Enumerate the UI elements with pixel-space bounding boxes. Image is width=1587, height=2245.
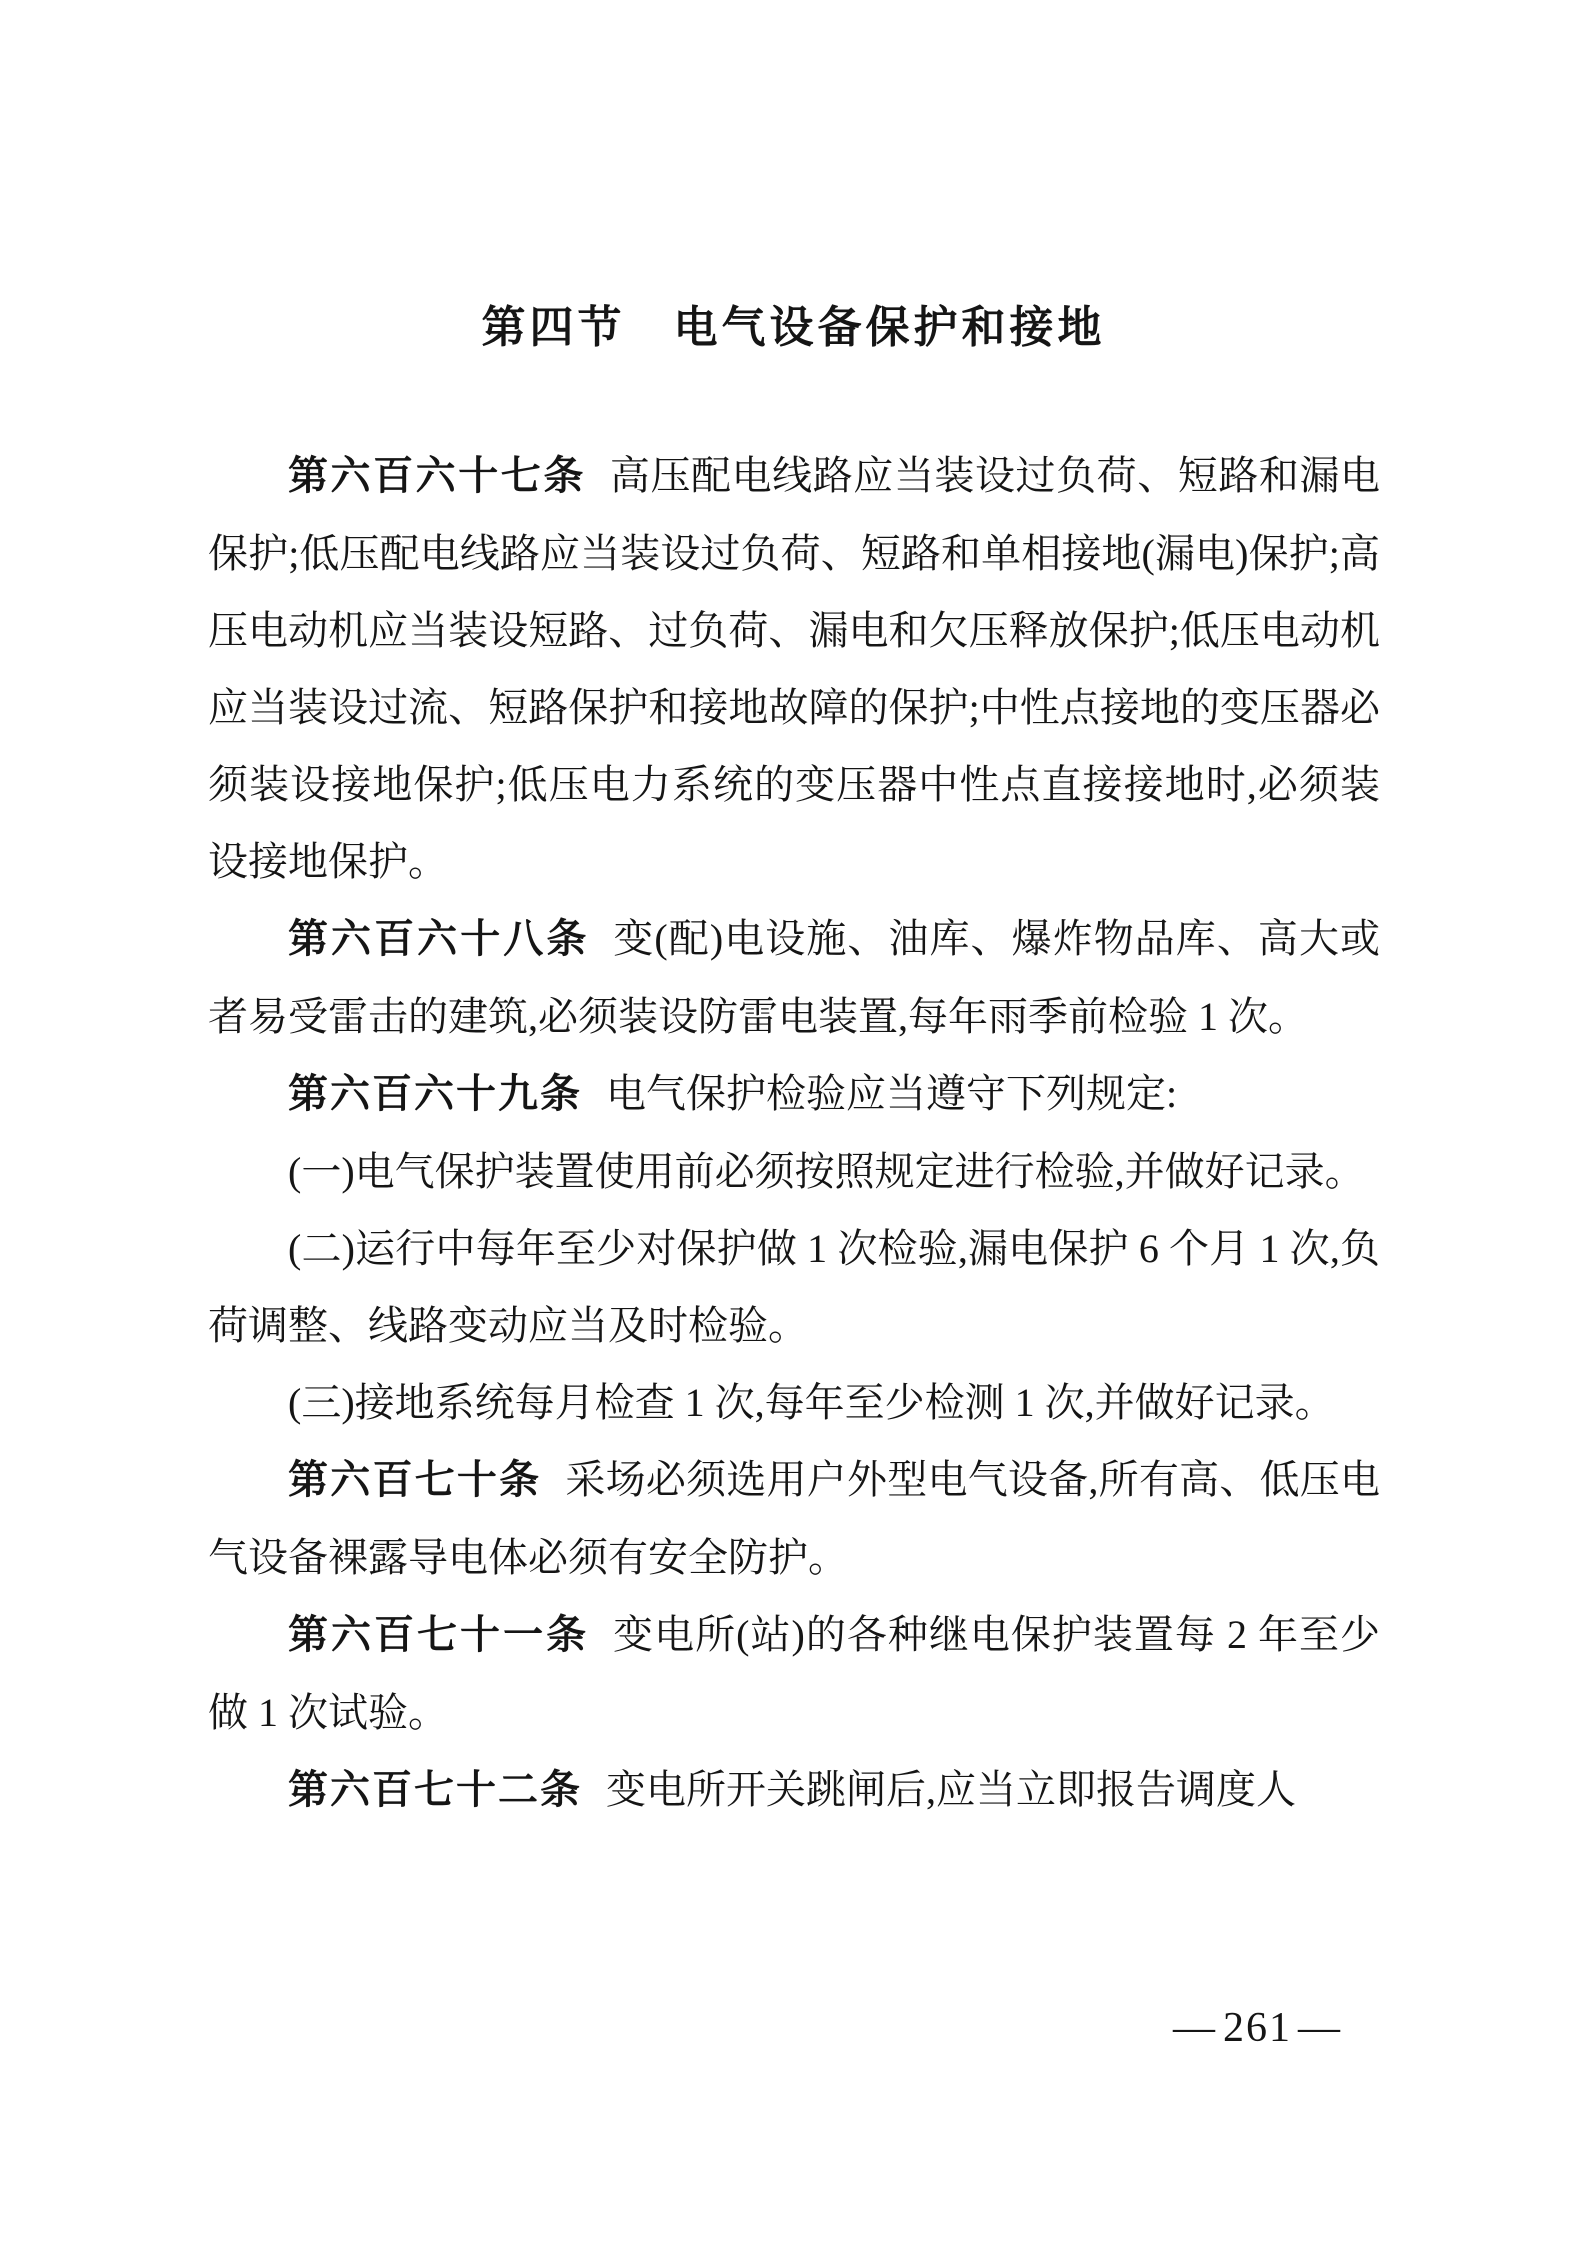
article-667-number: 第六百六十七条 xyxy=(288,454,586,498)
article-668-text: 变(配)电设施、油库、爆炸物品库、高大或者易受雷击的建筑,必须装设防雷电装置,每年雨季前检验 1 次。 xyxy=(208,916,1381,1039)
document-body xyxy=(208,437,1380,1829)
article-671-paragraph xyxy=(208,1596,1380,1751)
article-669-item-3-text: (三)接地系统每月检查 1 次,每年至少检测 1 次,并做好记录。 xyxy=(288,1380,1335,1425)
article-669-item-1-text: (一)电气保护装置使用前必须按照规定进行检验,并做好记录。 xyxy=(288,1149,1365,1194)
article-669-item-1 xyxy=(208,1133,1380,1210)
article-667-paragraph xyxy=(208,437,1380,900)
article-667-text: 高压配电线路应当装设过负荷、短路和漏电保护;低压配电线路应当装设过负荷、短路和单相接地(漏电)保护;高压电动机应当装设短路、过负荷、漏电和欠压释放保护;低压电动机应当装设过流、短路保护和接地故障的保护;中性点接地的变压器必须装设接地保护;低压电力系统的变压器中性点直接接地时,必须装设接地保护。 xyxy=(208,453,1381,884)
article-670-text: 采场必须选用户外型电气设备,所有高、低压电气设备裸露导电体必须有安全防护。 xyxy=(208,1457,1381,1580)
article-670-paragraph xyxy=(208,1441,1380,1596)
article-670-number: 第六百七十条 xyxy=(288,1458,542,1502)
article-669-paragraph xyxy=(208,1055,1380,1133)
article-668-paragraph xyxy=(208,900,1380,1055)
section-title xyxy=(0,296,1587,360)
article-672-paragraph xyxy=(208,1751,1380,1829)
article-672-text: 变电所开关跳闸后,应当立即报告调度人 xyxy=(606,1767,1296,1812)
section-number: 第四节 xyxy=(481,303,626,352)
page-number: 261 xyxy=(1223,2005,1292,2051)
article-671-text: 变电所(站)的各种继电保护装置每 2 年至少做 1 次试验。 xyxy=(208,1612,1381,1735)
article-672-number: 第六百七十二条 xyxy=(288,1768,582,1812)
page-footer xyxy=(1173,2000,1342,2056)
article-669-item-2 xyxy=(208,1210,1380,1364)
article-671-number: 第六百七十一条 xyxy=(288,1613,590,1657)
article-668-number: 第六百六十八条 xyxy=(288,917,590,961)
footer-dash-left: — xyxy=(1173,2005,1217,2051)
article-669-number: 第六百六十九条 xyxy=(288,1072,582,1116)
article-669-item-3 xyxy=(208,1364,1380,1441)
footer-dash-right: — xyxy=(1298,2005,1342,2051)
article-669-item-2-text: (二)运行中每年至少对保护做 1 次检验,漏电保护 6 个月 1 次,负荷调整、线路变动应当及时检验。 xyxy=(208,1226,1380,1348)
article-669-text: 电气保护检验应当遵守下列规定: xyxy=(606,1071,1178,1116)
section-name: 电气设备保护和接地 xyxy=(673,303,1106,352)
